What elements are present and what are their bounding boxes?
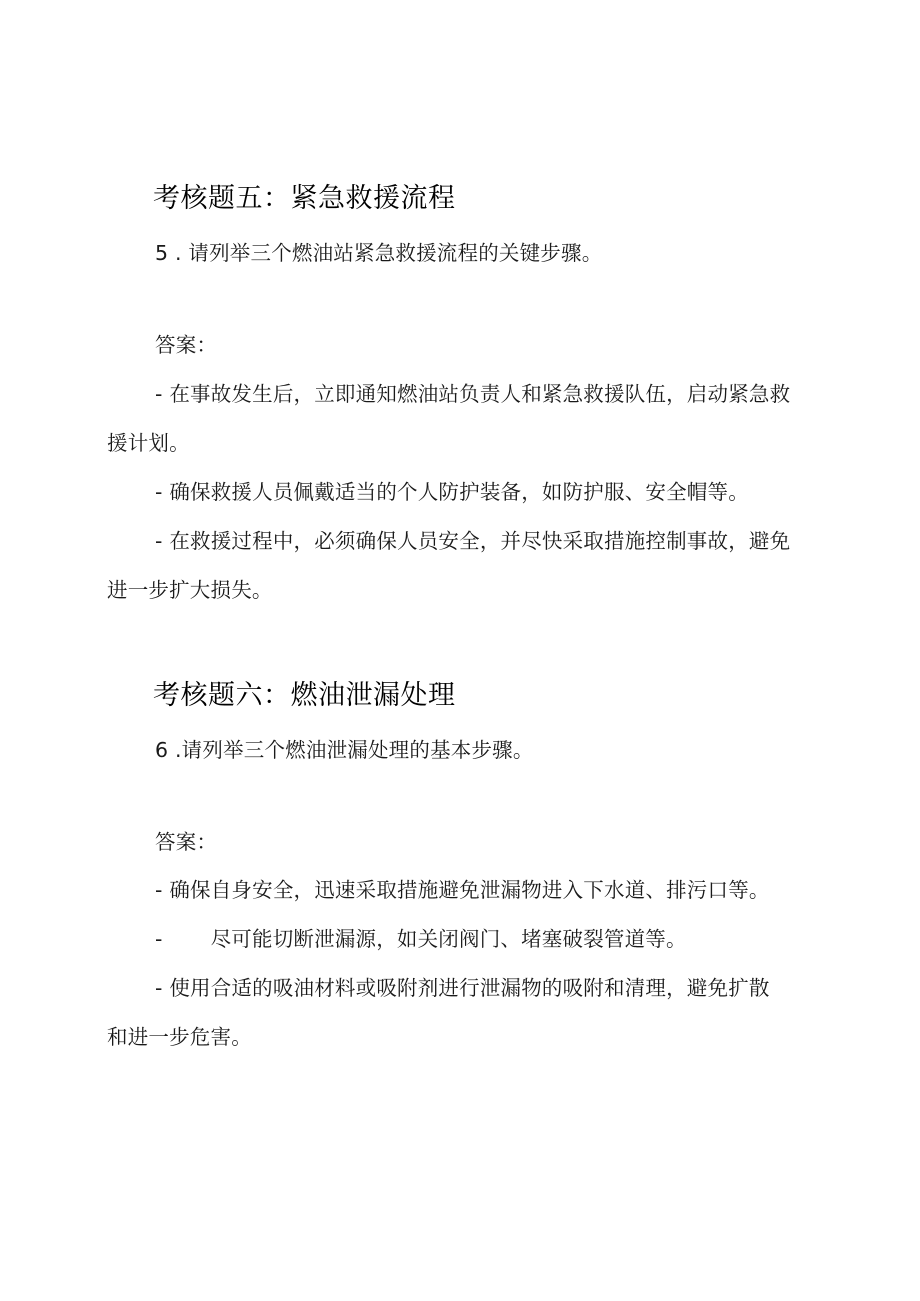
section5-item3-line1: - 在救援过程中，必须确保人员安全，并尽快采取措施控制事故，避免 [155, 529, 791, 553]
section6-item2-dash: - [155, 927, 163, 951]
section6-item1-line1: - 确保自身安全，迅速采取措施避免泄漏物进入下水道、排污口等。 [155, 878, 770, 902]
section5-item2-line1: - 确保救援人员佩戴适当的个人防护装备，如防护服、安全帽等。 [155, 480, 749, 504]
section6-item3-line1: - 使用合适的吸油材料或吸附剂进行泄漏物的吸附和清理，避免扩散 [155, 976, 770, 1000]
section5-item1-line2: 援计划。 [107, 431, 190, 455]
section6-item2-text: 尽可能切断泄漏源，如关闭阀门、堵塞破裂管道等。 [210, 927, 687, 951]
section6-item2-line1 [155, 922, 687, 952]
section5-item1-line1: - 在事故发生后，立即通知燃油站负责人和紧急救援队伍，启动紧急救 [155, 382, 791, 406]
section5-heading: 考核题五：紧急救援流程 [153, 183, 456, 214]
section6-answer-label: 答案： [155, 830, 218, 854]
section6-heading: 考核题六：燃油泄漏处理 [153, 680, 456, 711]
section6-item3-line2: 和进一步危害。 [107, 1025, 252, 1049]
section5-answer-label: 答案： [155, 333, 218, 357]
section5-item3-line2: 进一步扩大损失。 [107, 578, 273, 602]
section6-question: 6 .请列举三个燃油泄漏处理的基本步骤。 [155, 738, 534, 762]
section5-question: 5 . 请列举三个燃油站紧急救援流程的关键步骤。 [155, 241, 603, 265]
